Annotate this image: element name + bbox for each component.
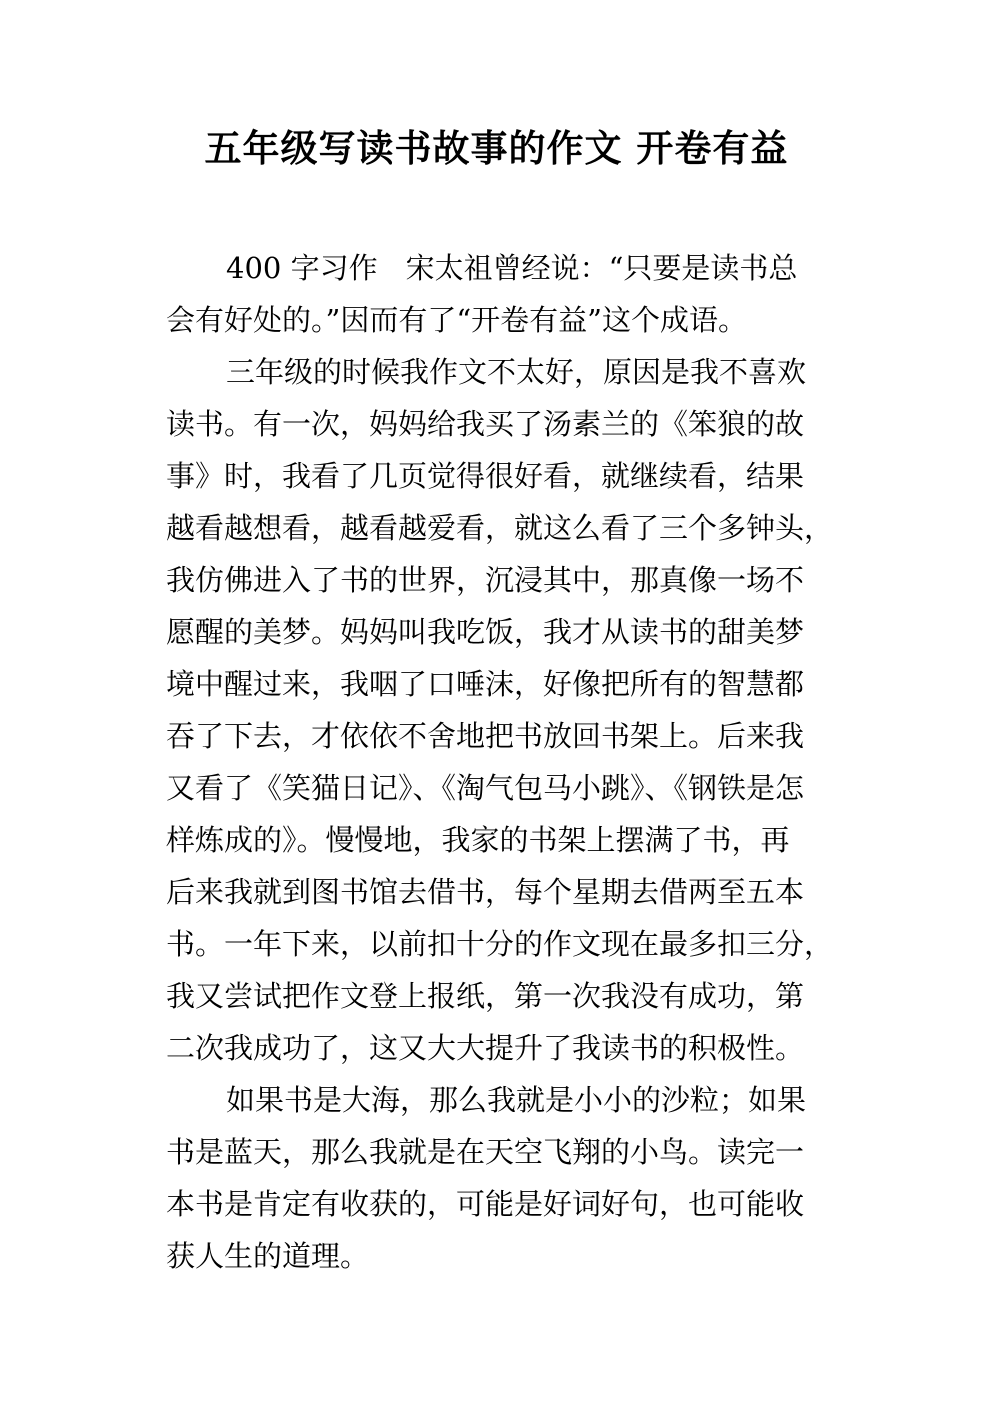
paragraph-line: 愿醒的美梦。妈妈叫我吃饭，我才从读书的甜美梦: [166, 615, 805, 649]
document-body: [166, 242, 866, 1282]
paragraph-line: 书。一年下来，以前扣十分的作文现在最多扣三分，: [166, 927, 834, 961]
paragraph-line: 获人生的道理。: [166, 1239, 370, 1273]
paragraph-line-text: 宋太祖曾经说：“只要是读书总: [405, 251, 798, 285]
paragraph-3: [166, 1074, 866, 1282]
paragraph-line: 本书是肯定有收获的，可能是好词好句，也可能收: [166, 1187, 805, 1221]
paragraph-line: 境中醒过来，我咽了口唾沫，好像把所有的智慧都: [166, 667, 805, 701]
paragraph-line: 读书。有一次，妈妈给我买了汤素兰的《笨狼的故: [166, 407, 805, 441]
paragraph-line: [166, 242, 866, 294]
paragraph-line: 如果书是大海，那么我就是小小的沙粒；如果: [226, 1083, 807, 1117]
paragraph-line: 书是蓝天，那么我就是在天空飞翔的小鸟。读完一: [166, 1135, 805, 1169]
paragraph-2: [166, 346, 866, 1074]
paragraph-line-text: 400 字习作: [226, 251, 378, 285]
paragraph-line: 事》时，我看了几页觉得很好看，就继续看，结果: [166, 459, 805, 493]
paragraph-line: 二次我成功了，这又大大提升了我读书的积极性。: [166, 1031, 805, 1065]
paragraph-line: 又看了《笑猫日记》、《淘气包马小跳》、《钢铁是怎: [166, 771, 805, 805]
paragraph-line: 后来我就到图书馆去借书，每个星期去借两至五本: [166, 875, 805, 909]
paragraph-1: [166, 242, 866, 346]
paragraph-line: 吞了下去，才依依不舍地把书放回书架上。后来我: [166, 719, 805, 753]
paragraph-line: 越看越想看，越看越爱看，就这么看了三个多钟头，: [166, 511, 834, 545]
paragraph-line: 我又尝试把作文登上报纸，第一次我没有成功，第: [166, 979, 805, 1013]
paragraph-line: 三年级的时候我作文不太好，原因是我不喜欢: [226, 355, 807, 389]
paragraph-line: 会有好处的。”因而有了“开卷有益”这个成语。: [166, 303, 747, 337]
document-title: 五年级写读书故事的作文 开卷有益: [204, 127, 789, 170]
paragraph-line: 我仿佛进入了书的世界，沉浸其中，那真像一场不: [166, 563, 805, 597]
paragraph-line: 样炼成的》。慢慢地，我家的书架上摆满了书，再: [166, 823, 790, 857]
